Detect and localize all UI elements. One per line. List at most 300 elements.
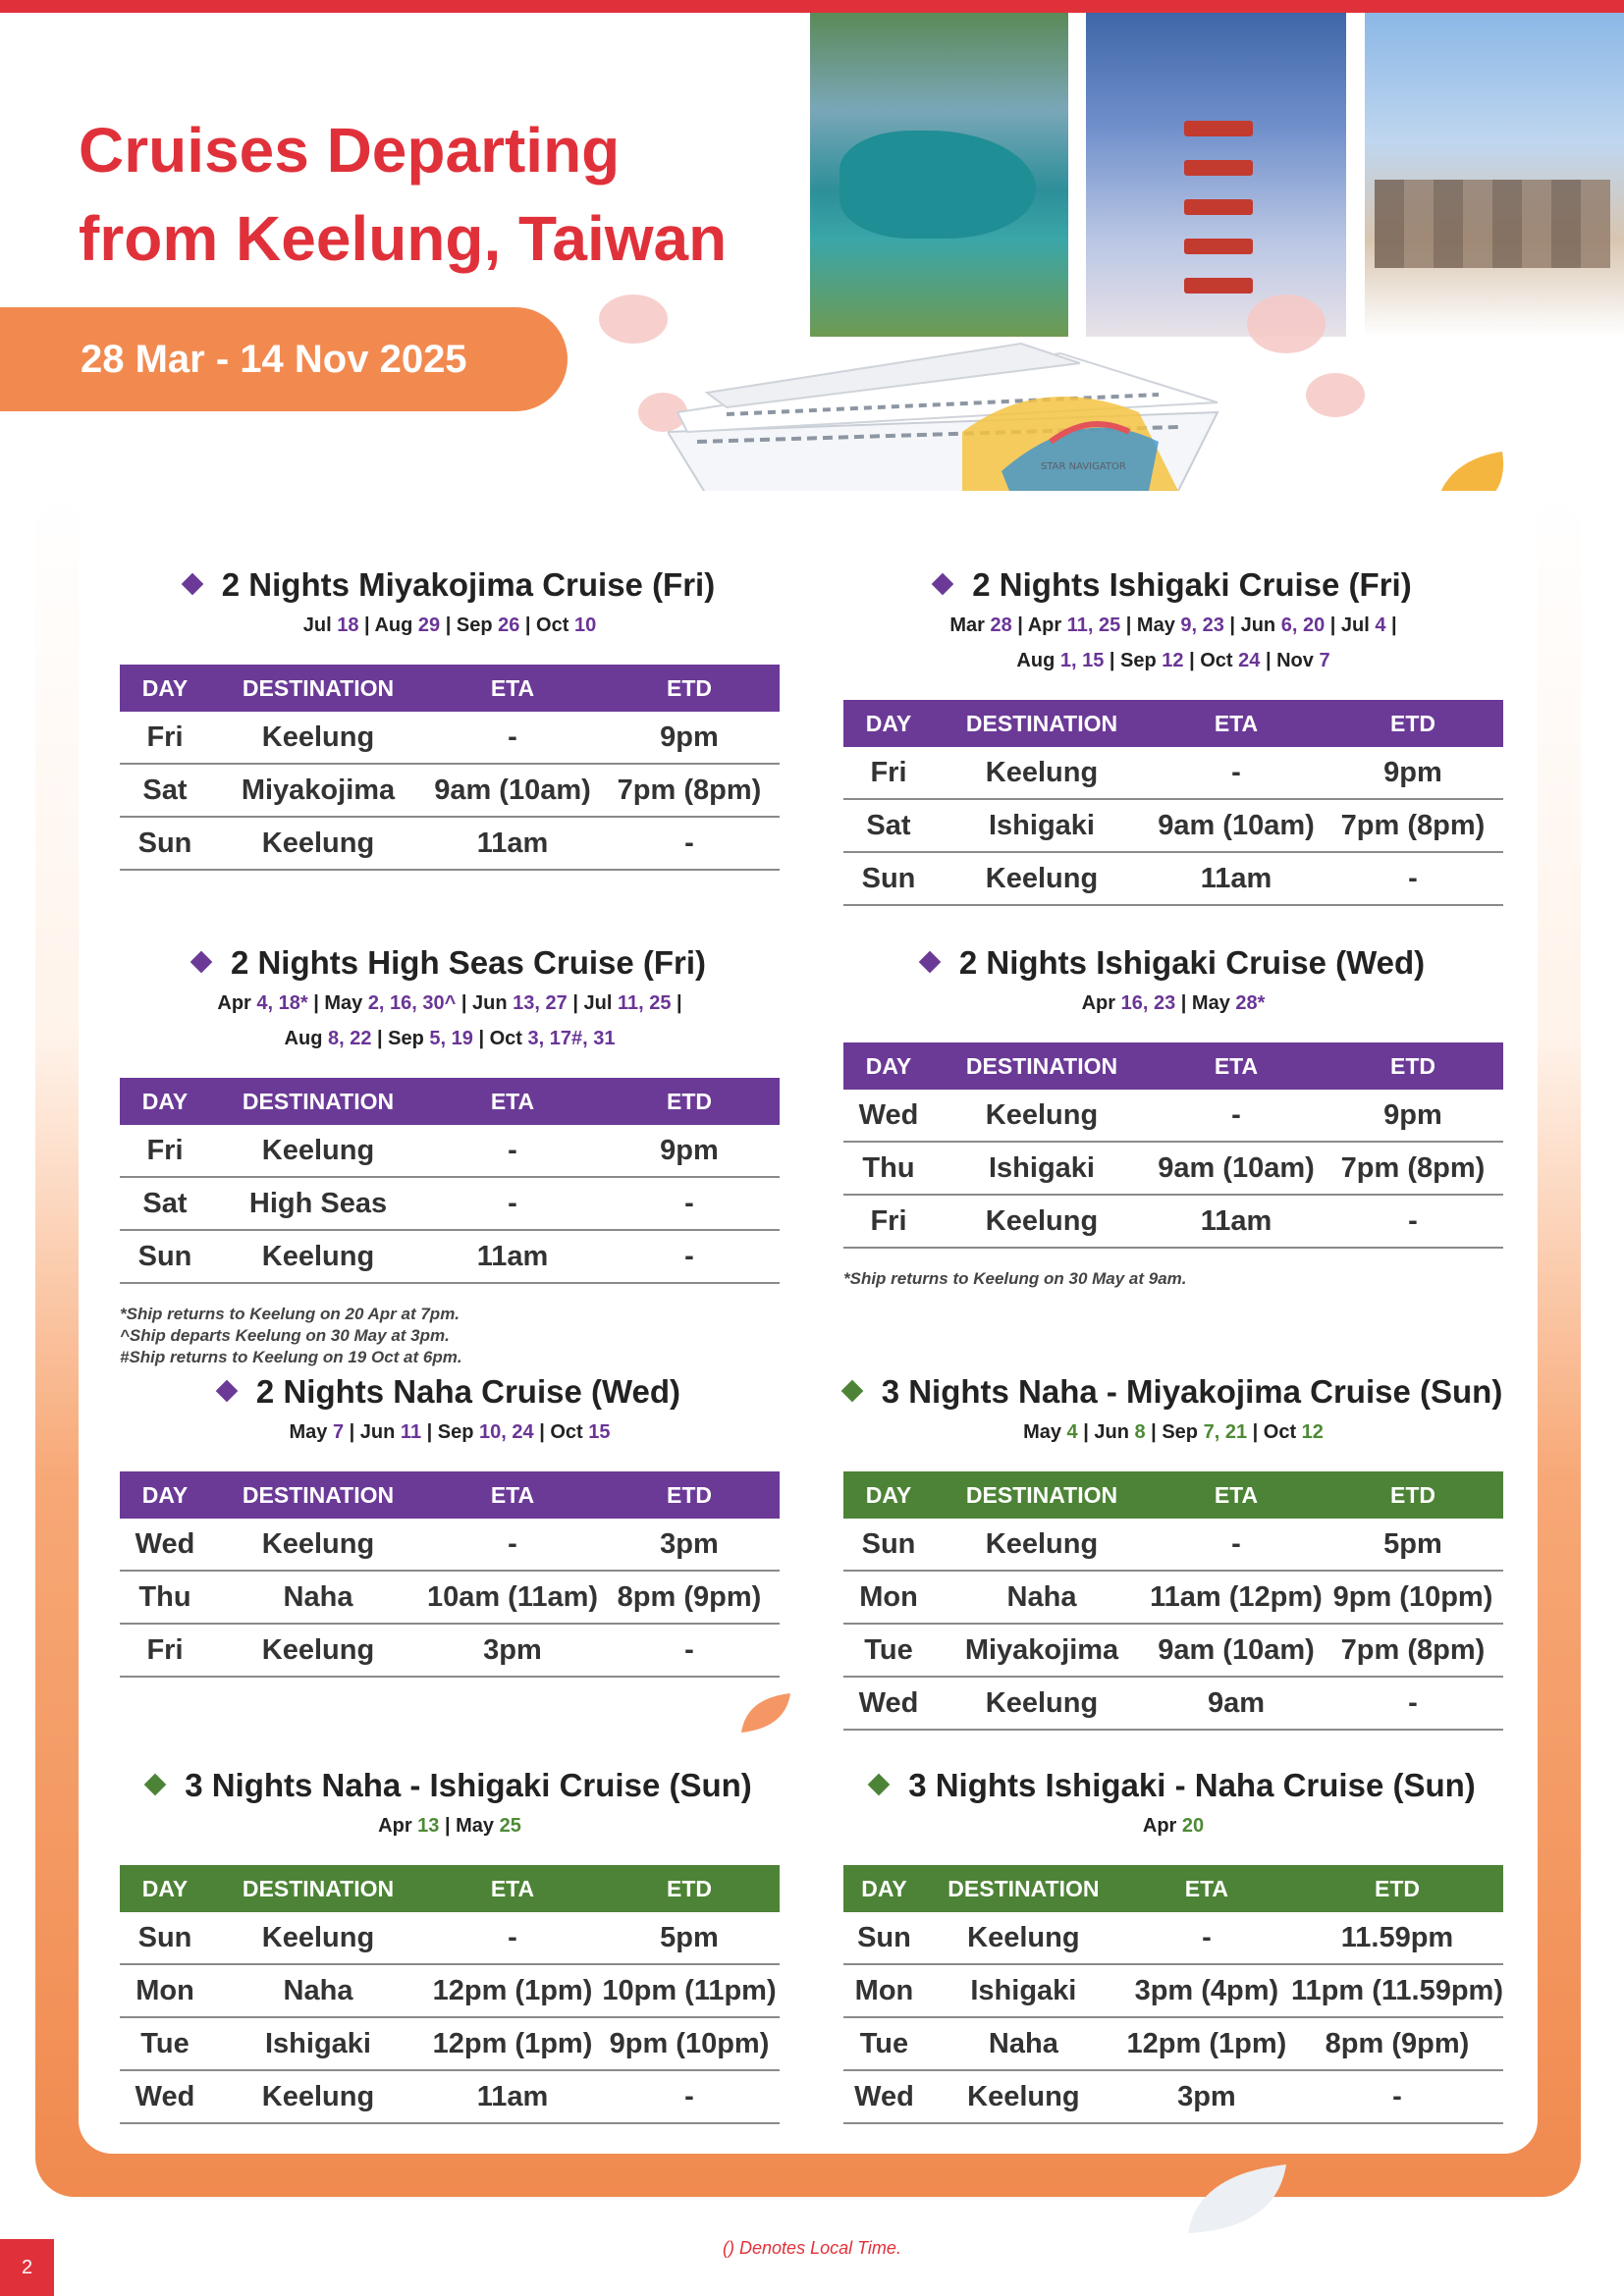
title-line-2: from Keelung, Taiwan xyxy=(79,203,728,274)
eta-cell: - xyxy=(426,1912,599,1964)
sailing-month: Mar xyxy=(949,614,991,636)
destination-cell: Keelung xyxy=(934,852,1150,905)
itinerary-table xyxy=(843,1042,1503,1249)
sailing-month: | Nov xyxy=(1260,650,1320,671)
sailing-day: 4 xyxy=(1066,1421,1078,1443)
cruise-block xyxy=(843,1371,1503,1731)
sailing-month: May xyxy=(289,1421,333,1443)
destination-cell: Keelung xyxy=(934,747,1150,799)
sailing-day: 24 xyxy=(1238,650,1261,671)
destination-cell: Ishigaki xyxy=(934,799,1150,852)
column-header: ETD xyxy=(599,1865,780,1912)
cruise-title-text: 3 Nights Ishigaki - Naha Cruise (Sun) xyxy=(908,1767,1476,1803)
blossom-decoration xyxy=(1306,373,1365,417)
sailing-day: 8 xyxy=(1134,1421,1146,1443)
destination-cell: Naha xyxy=(210,1571,426,1624)
eta-cell: - xyxy=(426,1519,599,1571)
day-cell: Tue xyxy=(120,2017,210,2070)
day-cell: Wed xyxy=(843,1090,934,1142)
destination-cell: Keelung xyxy=(210,1912,426,1964)
day-cell: Wed xyxy=(843,2070,925,2123)
etd-cell: 11pm (11.59pm) xyxy=(1291,1964,1503,2017)
sailing-month: | Jun xyxy=(1223,614,1281,636)
sailing-day: 26 xyxy=(498,614,520,636)
sailing-dates xyxy=(120,1810,780,1842)
itinerary-row xyxy=(843,1964,1503,2017)
sailing-month: | Oct xyxy=(533,1421,589,1443)
itinerary-row xyxy=(843,1912,1503,1964)
sailing-day: 28 xyxy=(990,614,1012,636)
etd-cell: - xyxy=(599,817,780,870)
etd-cell: 7pm (8pm) xyxy=(1323,1142,1503,1195)
itinerary-row xyxy=(843,1624,1503,1677)
cruise-notes xyxy=(843,1268,1503,1290)
day-cell: Tue xyxy=(843,1624,934,1677)
sailing-day: 13, 27 xyxy=(513,992,568,1014)
column-header: DAY xyxy=(843,1471,934,1519)
itinerary-row xyxy=(843,1195,1503,1248)
sailing-month: Apr xyxy=(1142,1815,1182,1837)
sailing-day: 12 xyxy=(1162,650,1184,671)
etd-cell: - xyxy=(1323,1677,1503,1730)
itinerary-row xyxy=(843,1677,1503,1730)
date-range-pill xyxy=(0,307,568,411)
etd-cell: - xyxy=(599,1624,780,1677)
destination-cell: Naha xyxy=(934,1571,1150,1624)
etd-cell: 3pm xyxy=(599,1519,780,1571)
column-header: DESTINATION xyxy=(934,1471,1150,1519)
day-cell: Sun xyxy=(843,1912,925,1964)
itinerary-header-row xyxy=(120,1865,780,1912)
sailing-day: 3, 17#, 31 xyxy=(527,1028,616,1049)
itinerary-row xyxy=(120,817,780,870)
sailing-month: | Jul xyxy=(567,992,618,1014)
itinerary-row xyxy=(120,1912,780,1964)
blossom-decoration xyxy=(599,294,668,344)
itinerary-table xyxy=(120,665,780,871)
destination-cell: Keelung xyxy=(934,1677,1150,1730)
cruise-title xyxy=(843,942,1503,984)
eta-cell: 11am xyxy=(426,817,599,870)
diamond-icon xyxy=(919,951,942,974)
day-cell: Sun xyxy=(120,1912,210,1964)
itinerary-header-row xyxy=(843,1042,1503,1090)
itinerary-header-row xyxy=(843,1471,1503,1519)
sailing-month: | Sep xyxy=(371,1028,430,1049)
itinerary-row xyxy=(843,1519,1503,1571)
day-cell: Fri xyxy=(120,712,210,764)
sailing-day: 5, 19 xyxy=(429,1028,473,1049)
itinerary-row xyxy=(843,1571,1503,1624)
sailing-day: 10 xyxy=(573,614,597,636)
cruise-note: #Ship returns to Keelung on 19 Oct at 6pm. xyxy=(120,1348,462,1366)
eta-cell: 9am (10am) xyxy=(1150,799,1323,852)
day-cell: Sat xyxy=(120,1177,210,1230)
title-line-1: Cruises Departing xyxy=(79,115,621,186)
cruise-title xyxy=(120,1765,780,1806)
column-header: ETD xyxy=(599,1078,780,1125)
cruise-block xyxy=(120,564,780,871)
itinerary-table xyxy=(120,1471,780,1678)
etd-cell: 8pm (9pm) xyxy=(1291,2017,1503,2070)
eta-cell: 9am (10am) xyxy=(1150,1624,1323,1677)
sailing-dates xyxy=(120,1416,780,1448)
etd-cell: - xyxy=(599,1177,780,1230)
ship-name: STAR NAVIGATOR xyxy=(1041,461,1126,472)
cruise-title-text: 2 Nights Miyakojima Cruise (Fri) xyxy=(221,566,716,603)
sailing-day: 15 xyxy=(588,1421,611,1443)
cruise-note: *Ship returns to Keelung on 30 May at 9am. xyxy=(843,1269,1187,1288)
itinerary-row xyxy=(120,2017,780,2070)
destination-cell: Miyakojima xyxy=(210,764,426,817)
column-header: ETA xyxy=(426,665,599,712)
eta-cell: 12pm (1pm) xyxy=(1122,2017,1291,2070)
village-houses xyxy=(1375,180,1610,268)
destination-cell: Keelung xyxy=(210,2070,426,2123)
sailing-day: 6, 20 xyxy=(1280,614,1326,636)
diamond-icon xyxy=(190,951,213,974)
etd-cell: - xyxy=(1291,2070,1503,2123)
destination-cell: Keelung xyxy=(210,1624,426,1677)
day-cell: Fri xyxy=(843,747,934,799)
date-range-label: 28 Mar - 14 Nov 2025 xyxy=(81,338,467,381)
cruise-title-text: 2 Nights Ishigaki Cruise (Wed) xyxy=(958,944,1426,981)
cruise-title-text: 3 Nights Naha - Ishigaki Cruise (Sun) xyxy=(185,1767,752,1803)
day-cell: Fri xyxy=(120,1624,210,1677)
sailing-month: Apr xyxy=(1081,992,1121,1014)
destination-cell: Keelung xyxy=(934,1519,1150,1571)
cruise-note: ^Ship departs Keelung on 30 May at 3pm. xyxy=(120,1326,450,1345)
diamond-icon xyxy=(181,573,203,596)
column-header: ETD xyxy=(599,1471,780,1519)
destination-cell: Keelung xyxy=(210,817,426,870)
diamond-icon xyxy=(868,1774,891,1796)
column-header: DAY xyxy=(843,1865,925,1912)
harbor-water xyxy=(839,131,1036,239)
etd-cell: - xyxy=(599,1230,780,1283)
eta-cell: 9am xyxy=(1150,1677,1323,1730)
cruise-block xyxy=(120,1765,780,2124)
itinerary-header-row xyxy=(120,665,780,712)
sailing-dates xyxy=(120,988,780,1019)
destination-cell: Keelung xyxy=(210,712,426,764)
sailing-month: | Sep xyxy=(440,614,499,636)
page-title xyxy=(79,106,727,283)
sailing-month: Apr xyxy=(378,1815,418,1837)
sailing-day: 2, 16, 30^ xyxy=(367,992,457,1014)
sailing-day: 11, 25 xyxy=(1066,614,1121,636)
diamond-icon xyxy=(144,1774,167,1796)
sailing-dates xyxy=(120,610,780,641)
itinerary-row xyxy=(120,764,780,817)
itinerary-header-row xyxy=(843,700,1503,747)
day-cell: Wed xyxy=(120,1519,210,1571)
itinerary-row xyxy=(120,712,780,764)
cruise-ship-illustration xyxy=(668,294,1257,501)
itinerary-row xyxy=(120,1964,780,2017)
itinerary-row xyxy=(843,799,1503,852)
column-header: DESTINATION xyxy=(934,1042,1150,1090)
column-header: DAY xyxy=(120,1471,210,1519)
itinerary-table xyxy=(843,1471,1503,1731)
sailing-month: | Sep xyxy=(1104,650,1163,671)
destination-cell: High Seas xyxy=(210,1177,426,1230)
destination-cell: Ishigaki xyxy=(210,2017,426,2070)
sailing-month: | xyxy=(1385,614,1397,636)
day-cell: Sun xyxy=(120,817,210,870)
column-header: ETD xyxy=(1291,1865,1503,1912)
etd-cell: 9pm xyxy=(1323,747,1503,799)
destination-cell: Keelung xyxy=(925,1912,1122,1964)
destination-cell: Keelung xyxy=(210,1230,426,1283)
sailing-day: 7, 21 xyxy=(1203,1421,1248,1443)
destination-cell: Naha xyxy=(210,1964,426,2017)
cruise-title xyxy=(843,564,1503,606)
sailing-month: | Aug xyxy=(358,614,418,636)
column-header: ETD xyxy=(1323,1042,1503,1090)
sailing-day: 16, 23 xyxy=(1120,992,1176,1014)
sailing-day: 4, 18* xyxy=(256,992,308,1014)
diamond-icon xyxy=(840,1380,863,1403)
eta-cell: 3pm (4pm) xyxy=(1122,1964,1291,2017)
day-cell: Thu xyxy=(120,1571,210,1624)
day-cell: Wed xyxy=(120,2070,210,2123)
itinerary-row xyxy=(120,1519,780,1571)
sailing-month: | xyxy=(671,992,682,1014)
etd-cell: 5pm xyxy=(1323,1519,1503,1571)
etd-cell: 7pm (8pm) xyxy=(1323,1624,1503,1677)
eta-cell: - xyxy=(1150,1519,1323,1571)
sailing-day: 7 xyxy=(332,1421,345,1443)
column-header: DESTINATION xyxy=(925,1865,1122,1912)
sailing-month: Aug xyxy=(1016,650,1060,671)
itinerary-row xyxy=(843,852,1503,905)
sailing-day: 29 xyxy=(417,614,441,636)
local-time-footnote: () Denotes Local Time. xyxy=(723,2238,901,2258)
column-header: DESTINATION xyxy=(210,1865,426,1912)
village-photo xyxy=(1365,13,1624,337)
cruise-title xyxy=(843,1765,1503,1806)
etd-cell: - xyxy=(1323,1195,1503,1248)
itinerary-row xyxy=(120,2070,780,2123)
column-header: ETD xyxy=(1323,1471,1503,1519)
itinerary-row xyxy=(843,2070,1503,2123)
sailing-month: | Jun xyxy=(344,1421,401,1443)
sailing-month: | May xyxy=(307,992,368,1014)
column-header: ETA xyxy=(1150,700,1323,747)
eta-cell: - xyxy=(1150,1090,1323,1142)
diamond-icon xyxy=(216,1380,239,1403)
itinerary-row xyxy=(120,1624,780,1677)
column-header: DAY xyxy=(843,700,934,747)
sailing-dates xyxy=(120,1023,780,1054)
sailing-dates xyxy=(843,1810,1503,1842)
itinerary-row xyxy=(120,1230,780,1283)
column-header: DESTINATION xyxy=(210,665,426,712)
destination-cell: Keelung xyxy=(210,1125,426,1177)
day-cell: Thu xyxy=(843,1142,934,1195)
itinerary-table xyxy=(120,1865,780,2124)
eta-cell: 12pm (1pm) xyxy=(426,2017,599,2070)
sailing-day: 1, 15 xyxy=(1059,650,1105,671)
etd-cell: 5pm xyxy=(599,1912,780,1964)
day-cell: Sun xyxy=(843,1519,934,1571)
top-accent-bar xyxy=(0,0,1624,13)
day-cell: Sat xyxy=(843,799,934,852)
sailing-day: 8, 22 xyxy=(327,1028,372,1049)
destination-cell: Keelung xyxy=(934,1090,1150,1142)
sailing-month: | Sep xyxy=(421,1421,480,1443)
sailing-day: 13 xyxy=(417,1815,440,1837)
itinerary-table xyxy=(843,1865,1503,2124)
column-header: ETA xyxy=(1122,1865,1291,1912)
itinerary-row xyxy=(120,1177,780,1230)
sailing-month: Apr xyxy=(217,992,257,1014)
sailing-month: | Jun xyxy=(1077,1421,1135,1443)
cruise-title xyxy=(843,1371,1503,1413)
eta-cell: 11am xyxy=(1150,1195,1323,1248)
itinerary-row xyxy=(843,2017,1503,2070)
day-cell: Mon xyxy=(843,1571,934,1624)
itinerary-row xyxy=(843,1142,1503,1195)
itinerary-header-row xyxy=(120,1471,780,1519)
destination-cell: Keelung xyxy=(210,1519,426,1571)
column-header: DESTINATION xyxy=(934,700,1150,747)
etd-cell: 9pm xyxy=(599,712,780,764)
sailing-day: 9, 23 xyxy=(1180,614,1224,636)
destination-cell: Ishigaki xyxy=(934,1142,1150,1195)
cruise-note: *Ship returns to Keelung on 20 Apr at 7pm. xyxy=(120,1305,460,1323)
sailing-day: 18 xyxy=(337,614,359,636)
cruise-notes xyxy=(120,1304,780,1368)
itinerary-table xyxy=(843,700,1503,906)
eta-cell: 11am xyxy=(426,2070,599,2123)
destination-cell: Miyakojima xyxy=(934,1624,1150,1677)
eta-cell: 9am (10am) xyxy=(426,764,599,817)
destination-cell: Keelung xyxy=(925,2070,1122,2123)
cruise-title xyxy=(120,942,780,984)
eta-cell: 11am (12pm) xyxy=(1150,1571,1323,1624)
sailing-day: 20 xyxy=(1181,1815,1205,1837)
column-header: ETD xyxy=(1323,700,1503,747)
day-cell: Wed xyxy=(843,1677,934,1730)
sailing-day: 11, 25 xyxy=(617,992,672,1014)
eta-cell: 3pm xyxy=(426,1624,599,1677)
cruise-block xyxy=(843,1765,1503,2124)
sailing-day: 12 xyxy=(1301,1421,1324,1443)
sailing-dates xyxy=(843,645,1503,676)
harbor-photo xyxy=(810,13,1068,337)
cruise-title xyxy=(120,1371,780,1413)
column-header: ETA xyxy=(1150,1471,1323,1519)
sailing-month: | Jul xyxy=(1325,614,1376,636)
itinerary-row xyxy=(120,1571,780,1624)
sailing-month: | Oct xyxy=(472,1028,528,1049)
diamond-icon xyxy=(932,573,954,596)
sailing-dates xyxy=(843,1416,1503,1448)
sailing-month: | May xyxy=(1175,992,1236,1014)
eta-cell: 12pm (1pm) xyxy=(426,1964,599,2017)
destination-cell: Naha xyxy=(925,2017,1122,2070)
sailing-month: May xyxy=(1023,1421,1067,1443)
sailing-day: 25 xyxy=(499,1815,521,1837)
sailing-dates xyxy=(843,988,1503,1019)
itinerary-row xyxy=(843,1090,1503,1142)
sailing-month: | Oct xyxy=(1247,1421,1302,1443)
column-header: DESTINATION xyxy=(210,1471,426,1519)
page-number: 2 xyxy=(0,2239,54,2296)
itinerary-header-row xyxy=(843,1865,1503,1912)
day-cell: Sat xyxy=(120,764,210,817)
sailing-month: | Oct xyxy=(1183,650,1239,671)
eta-cell: - xyxy=(426,1177,599,1230)
sailing-day: 4 xyxy=(1375,614,1386,636)
itinerary-table xyxy=(120,1078,780,1284)
cruise-title-text: 2 Nights Naha Cruise (Wed) xyxy=(255,1373,681,1410)
etd-cell: 8pm (9pm) xyxy=(599,1571,780,1624)
column-header: ETA xyxy=(426,1865,599,1912)
eta-cell: 10am (11am) xyxy=(426,1571,599,1624)
column-header: ETA xyxy=(426,1078,599,1125)
etd-cell: 7pm (8pm) xyxy=(1323,799,1503,852)
sailing-month: | Apr xyxy=(1011,614,1067,636)
day-cell: Sun xyxy=(120,1230,210,1283)
pagoda-shape xyxy=(1184,81,1253,297)
sailing-day: 7 xyxy=(1319,650,1330,671)
sailing-day: 11 xyxy=(400,1421,422,1443)
sailing-day: 10, 24 xyxy=(479,1421,534,1443)
column-header: ETD xyxy=(599,665,780,712)
column-header: DAY xyxy=(120,665,210,712)
day-cell: Fri xyxy=(843,1195,934,1248)
column-header: DAY xyxy=(843,1042,934,1090)
sailing-month: | Jun xyxy=(456,992,514,1014)
day-cell: Sun xyxy=(843,852,934,905)
etd-cell: - xyxy=(599,2070,780,2123)
eta-cell: 11am xyxy=(426,1230,599,1283)
eta-cell: 9am (10am) xyxy=(1150,1142,1323,1195)
itinerary-header-row xyxy=(120,1078,780,1125)
etd-cell: 9pm xyxy=(1323,1090,1503,1142)
sailing-month: | Sep xyxy=(1145,1421,1204,1443)
eta-cell: 3pm xyxy=(1122,2070,1291,2123)
etd-cell: 9pm (10pm) xyxy=(599,2017,780,2070)
day-cell: Tue xyxy=(843,2017,925,2070)
etd-cell: 7pm (8pm) xyxy=(599,764,780,817)
eta-cell: - xyxy=(426,1125,599,1177)
eta-cell: - xyxy=(426,712,599,764)
sailing-month: | May xyxy=(1120,614,1181,636)
etd-cell: 9pm (10pm) xyxy=(1323,1571,1503,1624)
sailing-month: Jul xyxy=(302,614,338,636)
column-header: ETA xyxy=(1150,1042,1323,1090)
sailing-month: Aug xyxy=(284,1028,328,1049)
day-cell: Fri xyxy=(120,1125,210,1177)
column-header: DAY xyxy=(120,1865,210,1912)
cruise-block xyxy=(120,942,780,1368)
cruise-title-text: 2 Nights High Seas Cruise (Fri) xyxy=(230,944,707,981)
cruise-block xyxy=(843,942,1503,1290)
cruise-title-text: 2 Nights Ishigaki Cruise (Fri) xyxy=(972,566,1412,603)
column-header: DESTINATION xyxy=(210,1078,426,1125)
pagoda-photo xyxy=(1086,13,1346,337)
eta-cell: - xyxy=(1122,1912,1291,1964)
sailing-dates xyxy=(843,610,1503,641)
etd-cell: 10pm (11pm) xyxy=(599,1964,780,2017)
eta-cell: - xyxy=(1150,747,1323,799)
sailing-month: | May xyxy=(439,1815,500,1837)
column-header: ETA xyxy=(426,1471,599,1519)
